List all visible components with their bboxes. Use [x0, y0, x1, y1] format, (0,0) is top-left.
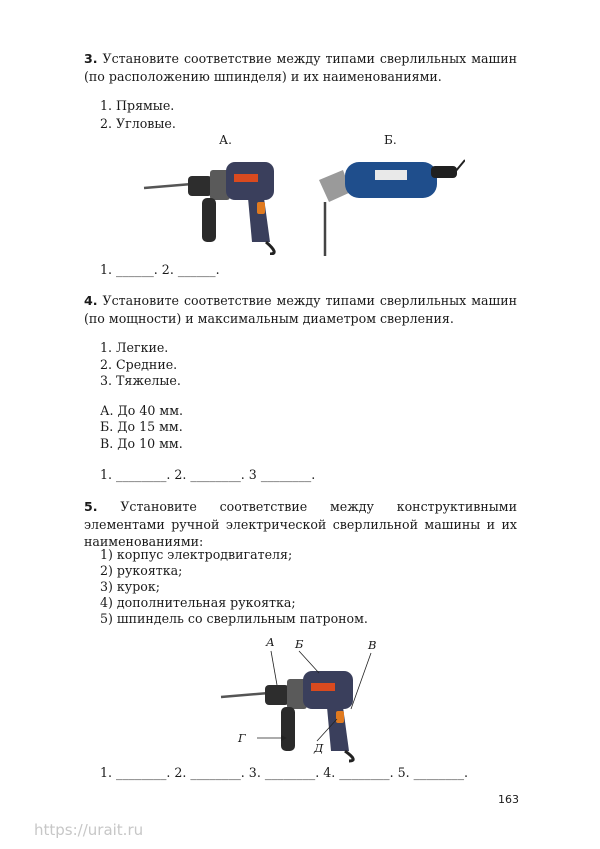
q5-item-4: 4) дополнительная рукоятка; [100, 595, 296, 610]
q4-statement: Установите соответствие между типами сверлильных машин (по мощности) и максимальным диаметром сверления. [84, 293, 517, 326]
callout-d: Д [314, 741, 324, 755]
q3-answer-line: 1. ______. 2. ______. [100, 262, 220, 277]
callout-b: Б [295, 637, 304, 651]
angle-drill-image [315, 152, 465, 260]
page-number: 163 [498, 793, 519, 806]
q5-text [84, 498, 517, 551]
callout-a: А [266, 635, 275, 649]
q4-item-3: 3. Тяжелые. [100, 373, 181, 388]
q3-label-a: А. [219, 133, 232, 147]
callout-v: В [368, 638, 377, 652]
watermark: https://urait.ru [34, 821, 144, 839]
q4-number: 4. [84, 293, 98, 308]
q5-item-1: 1) корпус электродвигателя; [100, 547, 293, 562]
q3-item-1: 1. Прямые. [100, 98, 175, 113]
q5-statement: Установите соответствие между конструктивными элементами ручной электрической сверлильной машины и их наименованиями: [84, 499, 517, 549]
q4-item-1: 1. Легкие. [100, 340, 169, 355]
q4-item-2: 2. Средние. [100, 357, 178, 372]
q5-item-2: 2) рукоятка; [100, 563, 183, 578]
q4-option-b: Б. До 15 мм. [100, 419, 183, 434]
q5-answer-line: 1. ________. 2. ________. 3. ________. 4. ________. 5. ________. [100, 765, 468, 780]
straight-drill-image [140, 150, 290, 255]
q3-item-2: 2. Угловые. [100, 116, 176, 131]
q5-item-5: 5) шпиндель со сверлильным патроном. [100, 611, 368, 626]
callout-g: Г [238, 731, 246, 745]
q3-statement: Установите соответствие между типами сверлильных машин (по расположению шпинделя) и их наименованиями. [84, 51, 517, 84]
q4-option-a: А. До 40 мм. [100, 403, 183, 418]
q3-number: 3. [84, 51, 98, 66]
q4-answer-line: 1. ________. 2. ________. 3 ________. [100, 467, 316, 482]
q5-item-3: 3) курок; [100, 579, 160, 594]
q4-text [84, 292, 517, 327]
q3-text [84, 50, 517, 85]
q5-number: 5. [84, 499, 98, 514]
q4-option-v: В. До 10 мм. [100, 436, 183, 451]
labeled-drill-image [215, 645, 380, 763]
q3-label-b: Б. [384, 133, 397, 147]
